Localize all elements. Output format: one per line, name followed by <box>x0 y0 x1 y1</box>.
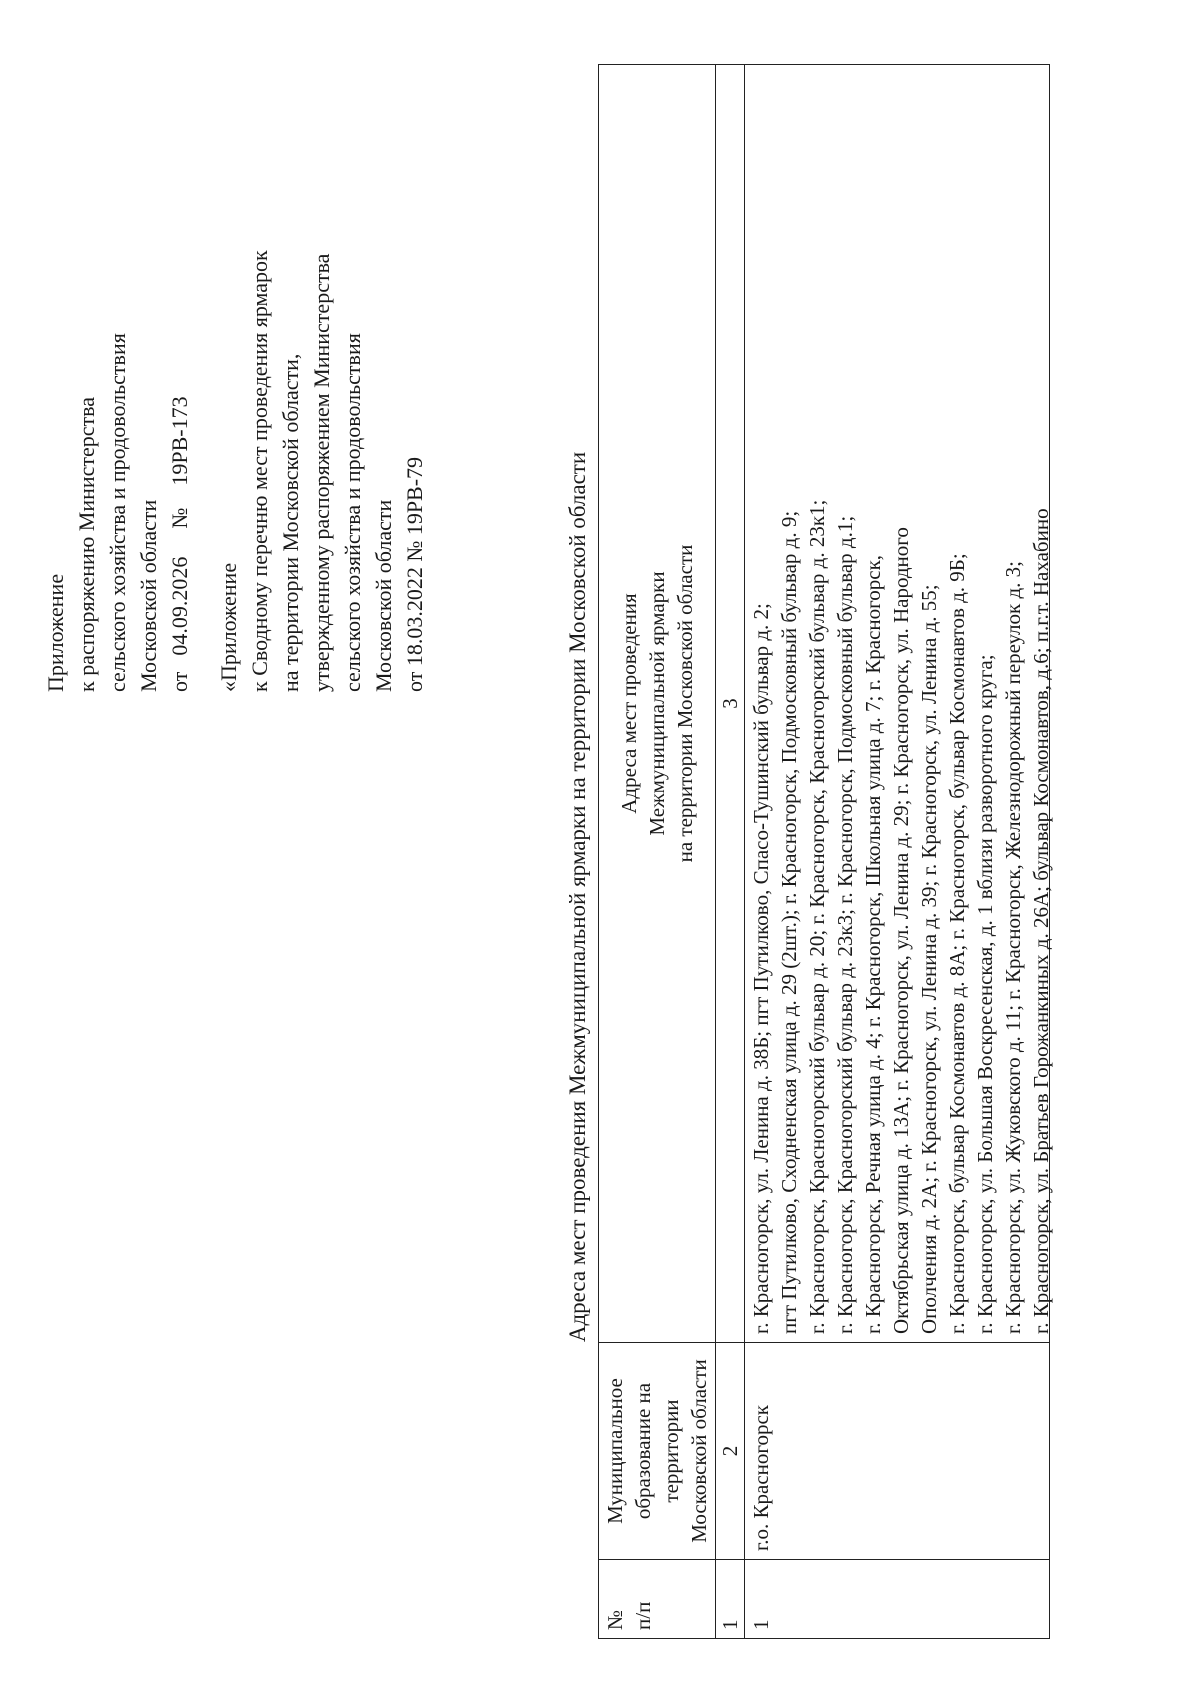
order-date-line <box>164 52 195 692</box>
appendix-original-line: Московской области <box>371 499 396 692</box>
address-line: г. Красногорск, ул. Большая Воскресенская, д. 1 вблизи разворотного круга; <box>973 654 997 1334</box>
address-line: г. Красногорск, Красногорский бульвар д. 23к3; г. Красногорск, Подмосковный бульвар д.1; <box>833 515 857 1334</box>
fair-addresses-table <box>598 64 1053 1639</box>
document-title: Адреса мест проведения Межмуниципальной ярмарки на территории Московской области <box>565 451 590 1343</box>
address-line: Октябрьская улица д. 13А; г. Красногорск, ул. Ленина д. 29; г. Красногорск, ул. Народного <box>889 527 913 1334</box>
order-number: 19РВ-173 <box>167 396 192 486</box>
appendix-block <box>40 52 430 692</box>
address-line: пгт Путилково, Сходненская улица д. 29 (2шт.); г. Красногорск, Подмосковный бульвар д. 9; <box>777 510 801 1334</box>
appendix-new-line: к распоряжению Министерства <box>74 396 99 692</box>
date-prefix: от <box>167 671 192 692</box>
row-number: 1 <box>745 1560 1050 1639</box>
appendix-original-line: от 18.03.2022 № 19РВ-79 <box>402 456 427 692</box>
address-line: г. Красногорск, Речная улица д. 4; г. Красногорск, Школьная улица д. 7; г. Красногорск, <box>861 554 885 1334</box>
appendix-original-line: на территории Московской области, <box>278 353 303 692</box>
column-number: 3 <box>716 65 745 1343</box>
column-number: 1 <box>716 1560 745 1639</box>
row-addresses <box>745 65 1053 1343</box>
header-municipality: Муниципальное образование на территории Московской области <box>599 1343 716 1560</box>
appendix-original-line: утвержденному распоряжением Министерства <box>309 253 334 692</box>
appendix-original-line: «Приложение <box>216 562 241 692</box>
column-number-row <box>716 65 745 1639</box>
order-date: 04.09.2026 <box>167 556 192 656</box>
address-line: г. Красногорск, бульвар Космонавтов д. 8А; г. Красногорск, бульвар Космонавтов д. 9Б; <box>945 553 969 1334</box>
appendix-new-line: Приложение <box>43 573 68 692</box>
header-number: № п/п <box>599 1560 716 1639</box>
address-line: г. Красногорск, ул. Ленина д. 38Б; пгт Путилково, Спасо-Тушинский бульвар д. 2; <box>749 603 773 1334</box>
table-row <box>745 65 1050 1639</box>
appendix-new-line: сельского хозяйства и продовольствия <box>105 333 130 692</box>
address-line: Ополчения д. 2А; г. Красногорск, ул. Ленина д. 39; г. Красногорск, ул. Ленина д. 55; <box>917 584 941 1334</box>
header-addresses: Адреса мест проведения Межмуниципальной ярмарки на территории Московской области <box>599 65 716 1343</box>
address-line: г. Красногорск, ул. Братьев Горожанкиных д. 26А; бульвар Космонавтов, д.6; п.г.т. Нахабино <box>1029 508 1053 1334</box>
address-line: г. Красногорск, Красногорский бульвар д. 20; г. Красногорск, Красногорский бульвар д. 23к1; <box>805 499 829 1334</box>
row-municipality: г.о. Красногорск <box>745 1343 1050 1560</box>
appendix-new-line: Московской области <box>136 499 161 692</box>
table-header-row <box>599 65 716 1639</box>
address-line: г. Красногорск, ул. Жуковского д. 11; г. Красногорск, Железнодорожный переулок д. 3; <box>1001 560 1025 1334</box>
column-number: 2 <box>716 1343 745 1560</box>
number-sign: № <box>167 507 192 529</box>
appendix-original-line: сельского хозяйства и продовольствия <box>340 333 365 692</box>
appendix-original-line: к Сводному перечню мест проведения ярмарок <box>247 250 272 692</box>
